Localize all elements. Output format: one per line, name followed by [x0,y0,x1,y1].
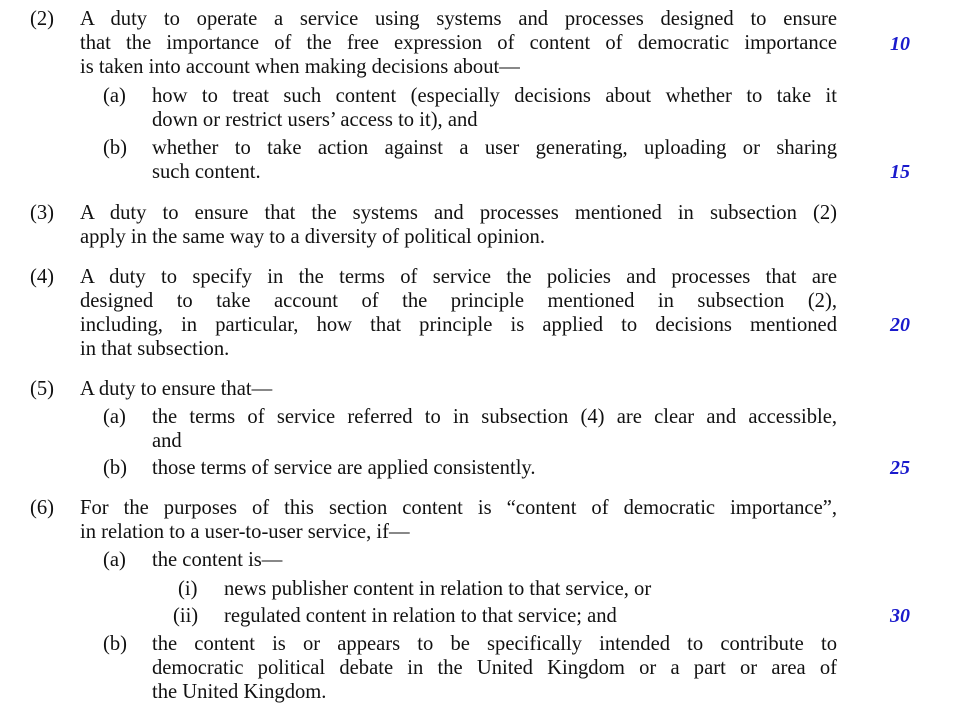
line-number: 30 [890,605,910,627]
line-number: 15 [890,161,910,183]
text-line: apply in the same way to a diversity of political opinion. [80,226,545,248]
text-line: the content is— [152,549,283,571]
text-line: designed to take account of the principle mentioned in subsection (2), [80,290,837,312]
text-line: regulated content in relation to that service; and [224,605,617,627]
text-line: whether to take action against a user generating, uploading or sharing [152,137,837,159]
text-line: that the importance of the free expression of content of democratic importance [80,32,837,54]
text-line: news publisher content in relation to that service, or [224,578,652,600]
text-line: down or restrict users’ access to it), and [152,109,478,131]
text-line: how to treat such content (especially decisions about whether to take it [152,85,837,107]
text-line: including, in particular, how that principle is applied to decisions mentioned [80,314,837,336]
subparagraph-label: (ii) [173,605,199,627]
text-line: in relation to a user-to-user service, if— [80,521,410,543]
text-line: is taken into account when making decisions about— [80,56,520,78]
paragraph-label: (a) [103,85,126,107]
text-line: A duty to operate a service using systems and processes designed to ensure [80,8,837,30]
paragraph-label: (b) [103,633,128,655]
text-line: A duty to ensure that the systems and processes mentioned in subsection (2) [80,202,837,224]
text-line: democratic political debate in the United Kingdom or a part or area of [152,657,837,679]
paragraph-label: (a) [103,406,126,428]
subsection-label: (5) [30,378,55,400]
subsection-label: (3) [30,202,55,224]
paragraph-label: (b) [103,137,128,159]
text-line: those terms of service are applied consistently. [152,457,536,479]
text-line: in that subsection. [80,338,230,360]
line-number: 10 [890,33,910,55]
subsection-label: (6) [30,497,55,519]
text-line: the terms of service referred to in subsection (4) are clear and accessible, [152,406,837,428]
text-line: A duty to ensure that— [80,378,273,400]
paragraph-label: (a) [103,549,126,571]
text-line: such content. [152,161,261,183]
paragraph-label: (b) [103,457,128,479]
line-number: 25 [890,457,910,479]
subsection-label: (2) [30,8,55,30]
text-line: the content is or appears to be specifically intended to contribute to [152,633,837,655]
subparagraph-label: (i) [178,578,198,600]
text-line: and [152,430,182,452]
text-line: A duty to specify in the terms of service the policies and processes that are [80,266,837,288]
subsection-label: (4) [30,266,55,288]
line-number: 20 [890,314,910,336]
text-line: the United Kingdom. [152,681,327,703]
text-line: For the purposes of this section content is “content of democratic importance”, [80,497,837,519]
